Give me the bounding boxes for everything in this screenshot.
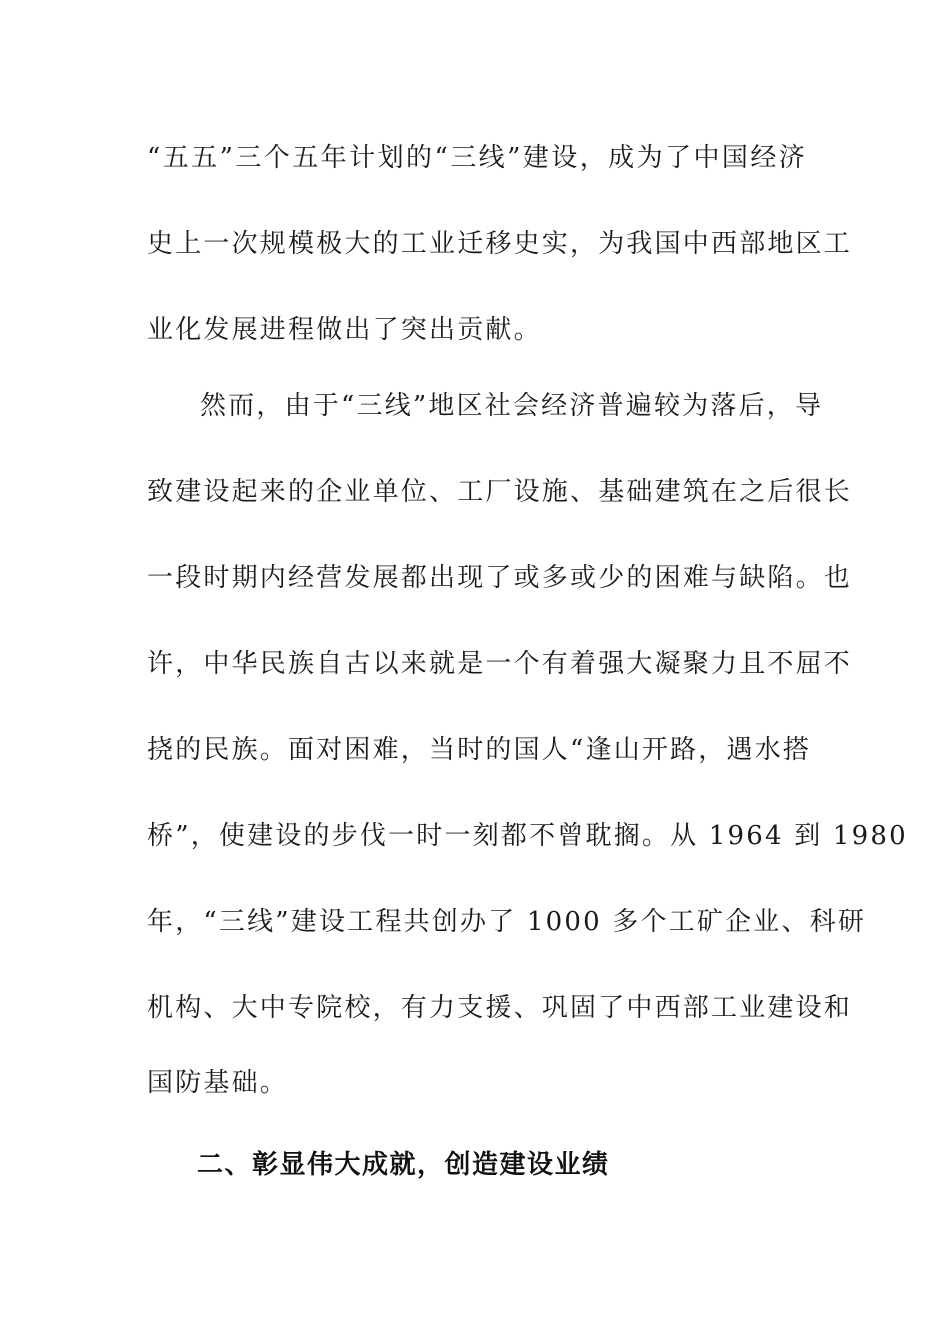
paragraph-2-line-6: 桥”，使建设的步伐一时一刻都不曾耽搁。从 1964 到 1980 (147, 821, 908, 851)
paragraph-1-line-3: 业化发展进程做出了突出贡献。 (147, 315, 542, 345)
paragraph-2-line-2: 致建设起来的企业单位、工厂设施、基础建筑在之后很长 (147, 477, 853, 507)
paragraph-2-line-3: 一段时期内经营发展都出现了或多或少的困难与缺陷。也 (147, 563, 853, 593)
paragraph-2-line-8: 机构、大中专院校，有力支援、巩固了中西部工业建设和 (147, 993, 853, 1023)
section-heading: 二、彰显伟大成就，创造建设业绩 (197, 1150, 610, 1180)
paragraph-1-line-2: 史上一次规模极大的工业迁移史实，为我国中西部地区工 (147, 229, 853, 259)
paragraph-2-line-5: 挠的民族。面对困难，当时的国人“逢山开路，遇水搭 (147, 735, 812, 765)
paragraph-2-line-1: 然而，由于“三线”地区社会经济普遍较为落后，导 (200, 391, 824, 421)
paragraph-2-line-9: 国防基础。 (147, 1068, 289, 1098)
paragraph-2-line-4: 许，中华民族自古以来就是一个有着强大凝聚力且不屈不 (147, 649, 853, 679)
paragraph-1-line-1: “五五”三个五年计划的“三线”建设，成为了中国经济 (147, 143, 807, 173)
paragraph-2-line-7: 年，“三线”建设工程共创办了 1000 多个工矿企业、科研 (147, 907, 867, 937)
